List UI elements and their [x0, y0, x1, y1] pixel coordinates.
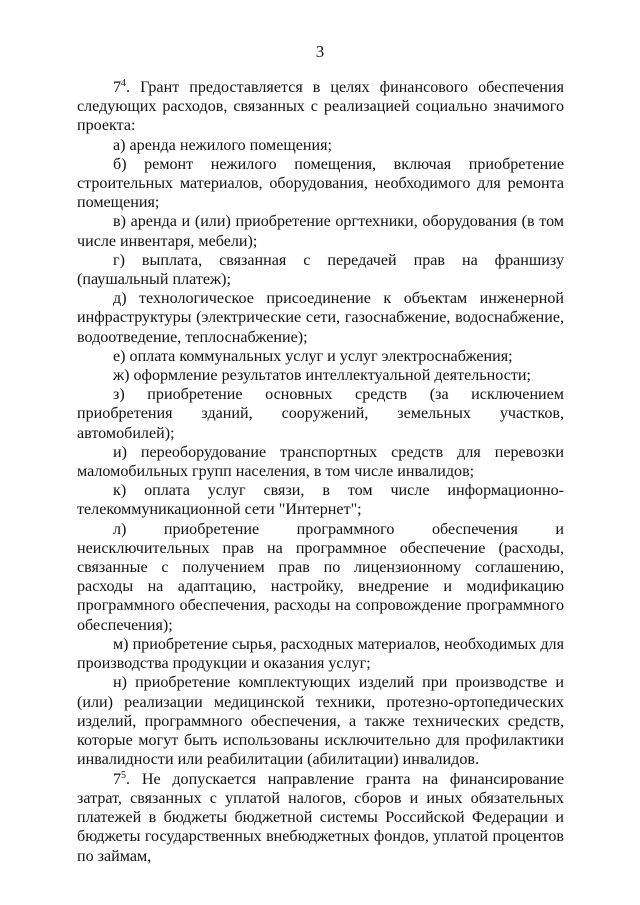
list-item-v: в) аренда и (или) приобретение оргтехники, оборудования (в том числе инвентаря, мебели);: [77, 213, 564, 250]
paragraph-7-5: [77, 770, 564, 866]
paragraph-number-superscript: 4: [121, 78, 127, 89]
list-item-i: и) переоборудование транспортных средств для перевозки маломобильных групп населения, в том числе инвалидов;: [77, 443, 564, 481]
paragraph-text: . Грант предоставляется в целях финансового обеспечения следующих расходов, связанных с реализацией социально значимого проекта:: [77, 79, 564, 135]
paragraph-number: 7: [113, 79, 122, 96]
list-item-m: м) приобретение сырья, расходных материалов, необходимых для производства продукции и оказания услуг;: [77, 635, 564, 673]
list-item-zh: ж) оформление результатов интеллектуальной деятельности;: [113, 367, 531, 385]
paragraph-number: 7: [113, 770, 122, 788]
list-item-e: е) оплата коммунальных услуг и услуг электроснабжения;: [113, 347, 513, 365]
list-item-g: г) выплата, связанная с передачей прав на франшизу (паушальный платеж);: [77, 251, 564, 289]
paragraph-number-superscript: 5: [121, 769, 127, 781]
document-body: [77, 78, 564, 866]
list-item-n: н) приобретение комплектующих изделий при производстве и (или) реализации медицинской техники, протезно-ортопедических изделий, программного обеспечения, а также технических средств, которые могут быть использованы исключительно для профилактики инвалидности или реабилитации (абилитации) инвалидов.: [77, 674, 564, 769]
list-item-k: к) оплата услуг связи, в том числе информационно-телекоммуникационной сети "Интернет";: [77, 482, 564, 519]
paragraph-7-4: [77, 78, 564, 136]
list-item-d: д) технологическое присоединение к объектам инженерной инфраструктуры (электрические сети, газоснабжение, водоснабжение, водоотведение, теплоснабжение);: [77, 290, 564, 346]
list-item-a: а) аренда нежилого помещения;: [113, 136, 332, 154]
list-item-b: б) ремонт нежилого помещения, включая приобретение строительных материалов, оборудования, необходимого для ремонта помещения;: [77, 155, 564, 212]
paragraph-text: . Не допускается направление гранта на финансирование затрат, связанных с уплатой налогов, сборов и иных обязательных платежей в бюджеты бюджетной системы Российской Федерации и бюджеты государственных внебюджетных фондов, уплатой процентов по займам,: [77, 770, 564, 865]
list-item-z: з) приобретение основных средств (за исключением приобретения зданий, сооружений, земельных участков, автомобилей);: [77, 386, 564, 442]
page-number: 3: [315, 42, 325, 61]
list-item-l: л) приобретение программного обеспечения и неисключительных прав на программное обеспечение (расходы, связанные с получением прав по лицензионному соглашению, расходы на адаптацию, настройку, внедрение и модификацию программного обеспечения, расходы на сопровождение программного обеспечения);: [77, 520, 564, 634]
